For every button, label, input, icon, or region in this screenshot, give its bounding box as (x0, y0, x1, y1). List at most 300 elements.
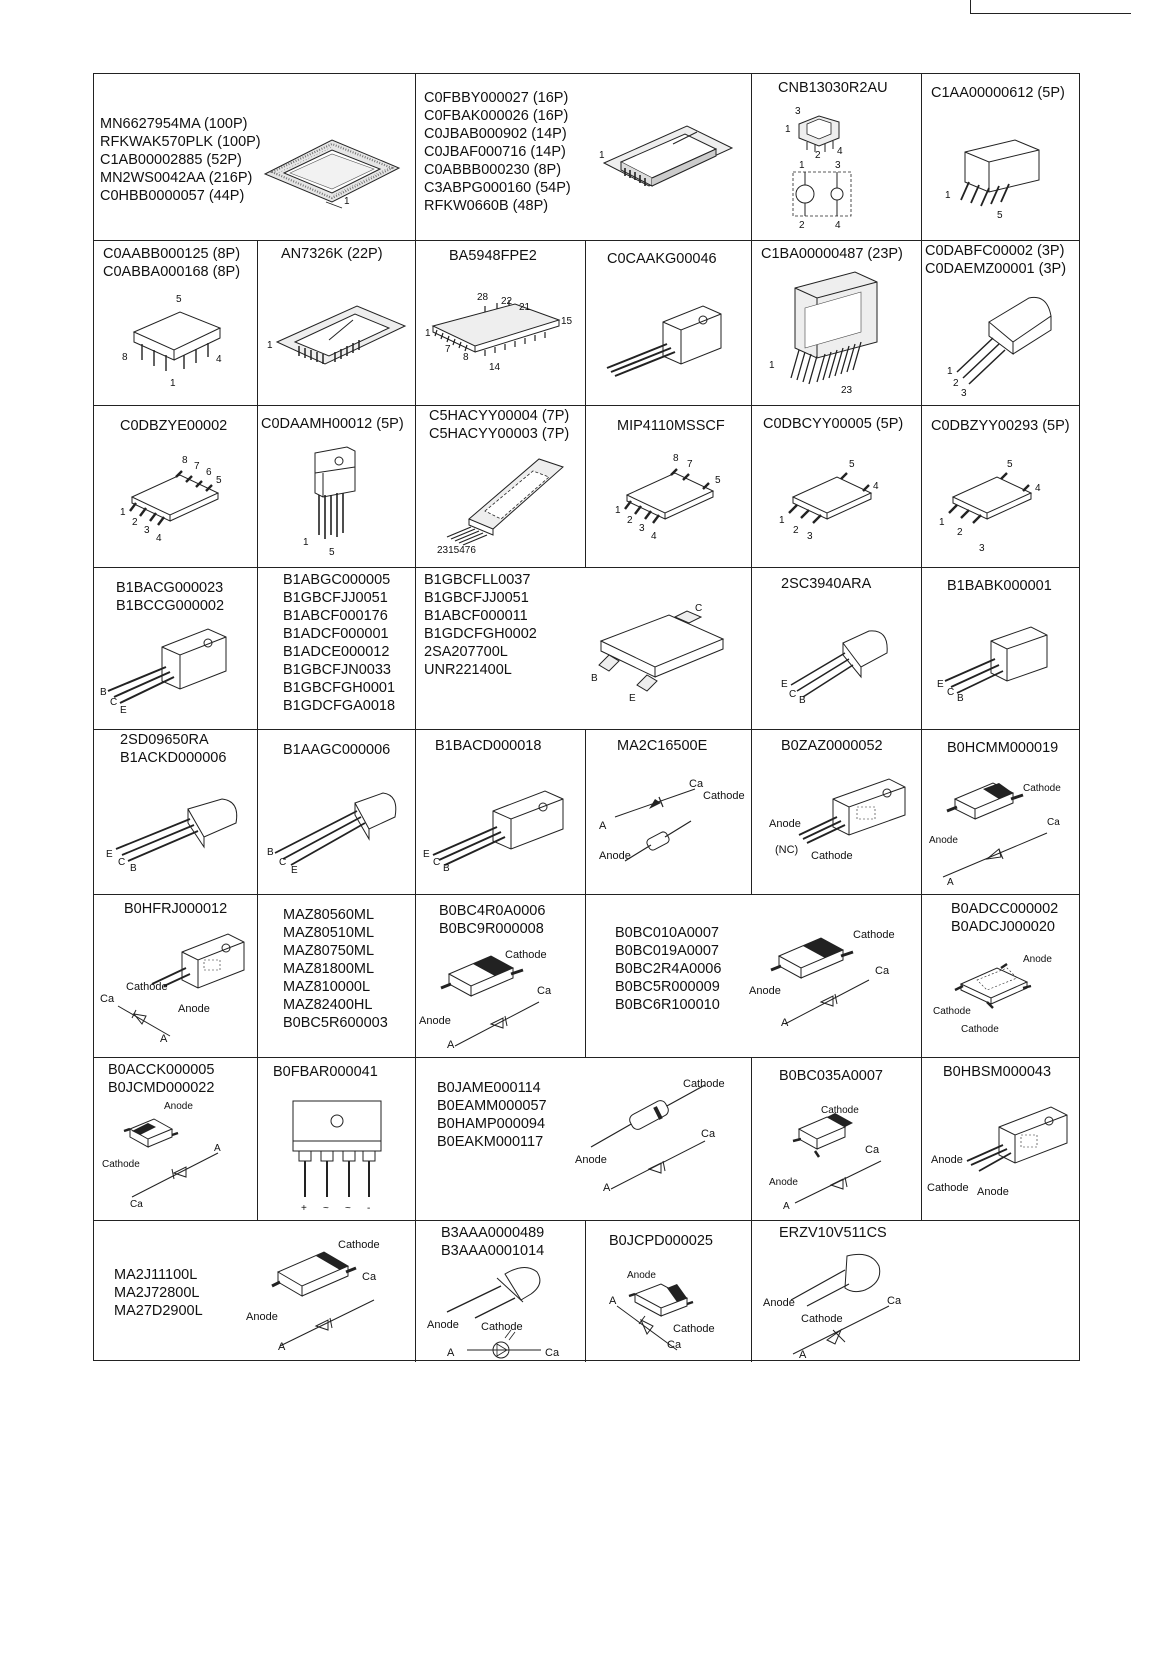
svg-text:A: A (278, 1341, 286, 1353)
svg-text:8: 8 (182, 455, 188, 466)
svg-text:Anode: Anode (749, 985, 781, 997)
part-numbers (778, 79, 888, 97)
svg-text:Cathode: Cathode (481, 1321, 523, 1333)
svg-text:Ca: Ca (537, 985, 552, 997)
svg-text:Cathode: Cathode (853, 929, 895, 941)
part-numbers (607, 250, 717, 268)
part-number: MAZ80510ML (283, 925, 375, 941)
varistor-icon (761, 1248, 916, 1360)
part-number: B0HCMM000019 (947, 740, 1059, 756)
svg-text:Anode: Anode (929, 835, 958, 846)
part-number: B0ADCC000002 (951, 901, 1059, 917)
part-number: 2SC3940ARA (781, 576, 872, 592)
sop8-package-icon (118, 453, 238, 553)
smd-diode-icon (244, 1234, 414, 1359)
svg-text:5: 5 (176, 294, 182, 305)
svg-text:Ca: Ca (689, 778, 704, 790)
part-numbers (931, 417, 1070, 435)
part-numbers (116, 579, 224, 615)
part-cell-r1c2 (415, 74, 751, 240)
svg-text:1: 1 (785, 124, 791, 135)
part-cell-r4c2 (257, 567, 415, 729)
part-numbers (283, 571, 395, 715)
svg-text:1: 1 (939, 517, 945, 528)
sot223-5pin-icon (935, 453, 1055, 563)
smini-transistor-icon (591, 605, 741, 715)
svg-text:4: 4 (873, 481, 879, 492)
svg-text:A: A (781, 1017, 789, 1029)
part-cell-r5c2 (257, 729, 415, 894)
part-cell-r4c6 (921, 567, 1079, 729)
svg-text:1: 1 (425, 328, 431, 339)
hsip-package-icon (429, 449, 579, 559)
svg-text:Anode: Anode (627, 1270, 656, 1281)
part-number: MIP4110MSSCF (617, 418, 725, 434)
part-number: B1BACG000023 (116, 580, 224, 596)
to126-transistor-icon (935, 623, 1065, 723)
svg-text:3: 3 (639, 523, 645, 534)
part-numbers (951, 900, 1058, 936)
svg-text:8: 8 (463, 352, 469, 363)
part-number: MAZ82400HL (283, 997, 373, 1013)
part-numbers (441, 1224, 544, 1260)
svg-text:1: 1 (267, 340, 273, 351)
to220-package-icon (603, 298, 743, 388)
part-number: B3AAA0001014 (441, 1243, 545, 1259)
svg-text:Anode: Anode (977, 1186, 1009, 1198)
svg-text:E: E (423, 849, 430, 860)
svg-text:Anode: Anode (419, 1015, 451, 1027)
part-number: B1BACD000018 (435, 738, 542, 754)
part-number: C1AB00002885 (52P) (100, 152, 242, 168)
svg-text:A: A (947, 877, 954, 888)
part-number: C0FBBY000027 (16P) (424, 90, 569, 106)
part-cell-r2c6 (921, 240, 1079, 405)
svg-text:B: B (100, 687, 107, 698)
svg-text:3: 3 (835, 160, 841, 171)
part-cell-r2c2 (257, 240, 415, 405)
part-number: B0EAMM000057 (437, 1098, 547, 1114)
svg-text:21: 21 (519, 302, 531, 313)
part-cell-r7c1 (94, 1057, 257, 1220)
svg-text:Cathode: Cathode (703, 790, 745, 802)
part-number: B0BC2R4A0006 (615, 961, 722, 977)
svg-text:1: 1 (779, 515, 785, 526)
svg-text:C: C (118, 857, 126, 868)
part-cell-r2c3 (415, 240, 585, 405)
svg-text:Ca: Ca (667, 1339, 682, 1351)
part-numbers (781, 575, 871, 593)
svg-text:5: 5 (329, 547, 335, 558)
part-number: B1GBCFLL0037 (424, 572, 531, 588)
part-numbers (617, 417, 725, 435)
part-number: B0BC5R600003 (283, 1015, 388, 1031)
svg-text:1: 1 (945, 190, 951, 201)
svg-text:Cathode: Cathode (933, 1006, 971, 1017)
svg-text:1: 1 (344, 196, 350, 207)
svg-text:7: 7 (445, 344, 451, 355)
part-cell-r1c3 (751, 74, 921, 240)
svg-text:Anode: Anode (599, 850, 631, 862)
svg-text:2: 2 (793, 525, 799, 536)
part-number: C1BA00000487 (23P) (761, 246, 903, 262)
svg-text:+: + (301, 1203, 307, 1214)
part-cell-r6c6 (921, 894, 1079, 1057)
svg-text:4: 4 (156, 533, 162, 544)
part-cell-r3c6 (921, 405, 1079, 567)
part-number: C1AA00000612 (5P) (931, 85, 1065, 101)
part-number: C0DBCYY00005 (5P) (763, 416, 904, 432)
svg-text:E: E (937, 679, 944, 690)
svg-text:4: 4 (651, 531, 657, 542)
part-cell-r3c5 (751, 405, 921, 567)
part-number: C0DABFC00002 (3P) (925, 243, 1065, 259)
part-cell-r1c4 (921, 74, 1079, 240)
part-cell-r3c4 (585, 405, 751, 567)
svg-text:~: ~ (345, 1203, 351, 1214)
part-numbers (609, 1232, 713, 1250)
svg-text:Cathode: Cathode (821, 1105, 859, 1116)
svg-text:Cathode: Cathode (1023, 783, 1061, 794)
part-number: B0FBAR000041 (273, 1064, 378, 1080)
svg-text:6: 6 (206, 467, 212, 478)
svg-text:Cathode: Cathode (673, 1323, 715, 1335)
part-number: RFKWAK570PLK (100P) (100, 134, 261, 150)
part-number: C0JBAB000902 (14P) (424, 126, 567, 142)
part-numbers (449, 247, 537, 265)
htssop-package-icon (425, 290, 575, 390)
svg-text:Ca: Ca (362, 1271, 377, 1283)
part-cell-r6c3 (415, 894, 585, 1057)
part-numbers (108, 1061, 214, 1097)
svg-text:7: 7 (194, 461, 200, 472)
part-number: B0BC6R100010 (615, 997, 720, 1013)
part-number: MN2WS0042AA (216P) (100, 170, 253, 186)
svg-text:Cathode: Cathode (505, 949, 547, 961)
part-cell-r5c6 (921, 729, 1079, 894)
mip-package-icon (613, 449, 733, 549)
svg-text:1: 1 (120, 507, 126, 518)
svg-text:Ca: Ca (130, 1199, 143, 1210)
svg-text:2: 2 (953, 378, 959, 389)
dip8-package-icon (122, 288, 242, 398)
svg-text:23: 23 (841, 385, 853, 396)
part-cell-r2c1 (94, 240, 257, 405)
svg-text:E: E (291, 865, 298, 876)
part-number: B0JCPD000025 (609, 1233, 713, 1249)
svg-text:~: ~ (323, 1203, 329, 1214)
svg-text:E: E (106, 849, 113, 860)
part-number: B0BC010A0007 (615, 925, 719, 941)
part-number: B0ZAZ0000052 (781, 738, 883, 754)
part-cell-r5c3 (415, 729, 585, 894)
sip23-package-icon (765, 268, 915, 398)
svg-text:C: C (279, 857, 287, 868)
svg-text:Cathode: Cathode (927, 1182, 969, 1194)
svg-text:Anode: Anode (1023, 954, 1052, 965)
part-number: B1GBCFJJ0051 (283, 590, 388, 606)
part-number: C5HACYY00003 (7P) (429, 426, 570, 442)
svg-text:Anode: Anode (931, 1154, 963, 1166)
part-numbers (283, 906, 388, 1032)
part-cell-r2c5 (751, 240, 921, 405)
part-cell-r5c5 (751, 729, 921, 894)
part-cell-r3c3 (415, 405, 585, 567)
svg-text:(NC): (NC) (775, 844, 799, 856)
svg-text:Ca: Ca (887, 1295, 902, 1307)
part-cell-r7c3 (415, 1057, 751, 1220)
part-numbers (429, 407, 569, 443)
part-number: B1AAGC000006 (283, 742, 391, 758)
part-number: UNR221400L (424, 662, 512, 678)
svg-text:C: C (695, 603, 703, 614)
part-number: BA5948FPE2 (449, 248, 537, 264)
svg-text:A: A (603, 1182, 611, 1194)
svg-text:-: - (367, 1203, 371, 1214)
part-number: B1BCCG000002 (116, 598, 225, 614)
part-number: B0HBSM000043 (943, 1064, 1052, 1080)
to220-diode-icon (927, 1097, 1077, 1217)
part-numbers (617, 737, 707, 755)
svg-text:Ca: Ca (865, 1144, 880, 1156)
smd-diode-icon (749, 914, 917, 1034)
part-number: 2SA207700L (424, 644, 508, 660)
part-number: C0FBAK000026 (16P) (424, 108, 569, 124)
part-cell-r6c4 (585, 894, 921, 1057)
part-number: B1GBCFJN0033 (283, 662, 391, 678)
svg-text:C: C (947, 687, 955, 698)
part-number: MN6627954MA (100P) (100, 116, 248, 132)
svg-text:3: 3 (144, 525, 150, 536)
svg-text:Cathode: Cathode (338, 1239, 380, 1251)
svg-text:C: C (789, 689, 797, 700)
part-number: B1ADCF000001 (283, 626, 389, 642)
part-numbers (124, 900, 227, 918)
part-cell-r5c1 (94, 729, 257, 894)
smd-dual-diode-icon (931, 948, 1071, 1048)
svg-text:3: 3 (795, 106, 801, 117)
bridge-rectifier-icon (287, 1097, 387, 1217)
svg-text:5: 5 (715, 475, 721, 486)
part-number: B0BC9R000008 (439, 921, 544, 937)
part-number: MAZ80750ML (283, 943, 375, 959)
svg-text:Ca: Ca (545, 1347, 560, 1359)
part-number: B1GDCFGA0018 (283, 698, 396, 714)
svg-text:2: 2 (815, 150, 821, 161)
smd-diode-icon (605, 1264, 745, 1362)
svg-text:22: 22 (501, 296, 513, 307)
part-number: MA2J72800L (114, 1285, 200, 1301)
photo-interrupter-icon (779, 104, 899, 234)
part-number: B0HAMP000094 (437, 1116, 546, 1132)
svg-text:4: 4 (216, 354, 222, 365)
part-numbers (100, 115, 261, 205)
part-numbers (281, 245, 383, 263)
svg-text:Anode: Anode (769, 818, 801, 830)
svg-text:1: 1 (799, 160, 805, 171)
svg-text:7: 7 (687, 459, 693, 470)
part-number: B0JAME000114 (437, 1080, 541, 1096)
page-header-box (970, 0, 1131, 14)
svg-text:Cathode: Cathode (683, 1078, 725, 1090)
part-cell-r4c5 (751, 567, 921, 729)
to126-transistor-icon (419, 789, 579, 889)
part-number: C0DAAMH00012 (5P) (261, 416, 404, 432)
part-cell-r6c2 (257, 894, 415, 1057)
part-number: MAZ81800ML (283, 961, 375, 977)
part-number: 2SD09650RA (120, 732, 209, 748)
to220-5pin-icon (297, 445, 377, 565)
svg-text:Ca: Ca (100, 993, 115, 1005)
part-number: B1GDCFGH0002 (424, 626, 537, 642)
svg-text:3: 3 (979, 543, 985, 554)
part-number: B0ADCJ000020 (951, 919, 1055, 935)
svg-text:A: A (447, 1039, 455, 1051)
sop-package-icon (599, 118, 739, 193)
svg-text:Ca: Ca (1047, 817, 1060, 828)
svg-text:2: 2 (627, 515, 633, 526)
part-number: C0ABBA000168 (8P) (103, 264, 241, 280)
svg-text:8: 8 (673, 453, 679, 464)
svg-text:Anode: Anode (427, 1319, 459, 1331)
svg-text:2: 2 (957, 527, 963, 538)
part-number: B1ABCF000011 (424, 608, 528, 624)
part-numbers (103, 245, 240, 281)
part-cell-r6c1 (94, 894, 257, 1057)
part-number: B0HFRJ000012 (124, 901, 228, 917)
svg-text:B: B (591, 673, 598, 684)
svg-text:Cathode: Cathode (801, 1313, 843, 1325)
led-icon (425, 1260, 585, 1362)
svg-text:Cathode: Cathode (961, 1024, 999, 1035)
qfp-package-icon (262, 132, 402, 207)
part-number: MA27D2900L (114, 1303, 203, 1319)
part-numbers (761, 245, 903, 263)
svg-text:5: 5 (1007, 459, 1013, 470)
part-numbers (781, 737, 883, 755)
part-number: MA2J11100L (114, 1267, 198, 1283)
part-numbers (925, 242, 1066, 278)
svg-text:Anode: Anode (575, 1154, 607, 1166)
axial-diode-icon (575, 1077, 745, 1197)
component-outline-table (93, 73, 1080, 1361)
svg-text:B: B (267, 847, 274, 858)
svg-text:Anode: Anode (769, 1177, 798, 1188)
part-numbers (779, 1224, 887, 1242)
svg-text:Cathode: Cathode (102, 1159, 140, 1170)
part-numbers (120, 731, 226, 767)
sot89-5pin-icon (775, 453, 895, 553)
to220-diode-icon (98, 928, 253, 1048)
svg-text:B: B (443, 863, 450, 874)
part-number: B1GBCFGH0001 (283, 680, 396, 696)
part-numbers (273, 1063, 378, 1081)
svg-text:E: E (781, 679, 788, 690)
diode-symbol-icon (595, 769, 745, 879)
svg-text:C: C (433, 857, 441, 868)
part-number: B1ABCF000176 (283, 608, 388, 624)
part-numbers (947, 577, 1052, 595)
sip-package-icon (935, 136, 1065, 226)
part-numbers (763, 415, 903, 433)
svg-text:A: A (609, 1295, 617, 1307)
svg-text:3: 3 (961, 388, 967, 399)
svg-text:B: B (799, 695, 806, 706)
svg-text:1: 1 (769, 360, 775, 371)
to92-transistor-icon (777, 623, 907, 723)
part-cell-r8c5 (751, 1220, 921, 1362)
svg-text:B: B (957, 693, 964, 704)
part-number: RFKW0660B (48P) (424, 198, 549, 214)
part-numbers (943, 1063, 1051, 1081)
smd-diode-icon (765, 1095, 915, 1215)
part-cell-r1c1 (94, 74, 415, 240)
part-number: B0ACCK000005 (108, 1062, 215, 1078)
part-numbers (261, 415, 404, 433)
part-number: ERZV10V511CS (779, 1225, 887, 1241)
svg-text:8: 8 (122, 352, 128, 363)
svg-text:Anode: Anode (763, 1297, 795, 1309)
part-numbers (435, 737, 541, 755)
part-cell-r7c6 (921, 1057, 1079, 1220)
part-number: C0CAAKG00046 (607, 251, 717, 267)
svg-text:2: 2 (132, 517, 138, 528)
part-number: B0EAKM000117 (437, 1134, 544, 1150)
svg-text:2315476: 2315476 (437, 545, 476, 556)
svg-text:E: E (629, 693, 636, 704)
part-numbers (120, 417, 227, 435)
svg-text:A: A (447, 1347, 455, 1359)
part-cell-r4c3 (415, 567, 751, 729)
svg-text:A: A (783, 1201, 790, 1212)
svg-text:Cathode: Cathode (126, 981, 168, 993)
part-cell-r7c5 (751, 1057, 921, 1220)
svg-text:C: C (110, 697, 118, 708)
svg-text:4: 4 (1035, 483, 1041, 494)
part-number: B1GBCFJJ0051 (424, 590, 529, 606)
part-number: C0DBZYY00293 (5P) (931, 418, 1070, 434)
svg-text:A: A (214, 1143, 221, 1154)
svg-text:15: 15 (561, 316, 573, 327)
part-number: B0BC019A0007 (615, 943, 719, 959)
part-number: B1ABGC000005 (283, 572, 391, 588)
svg-text:Cathode: Cathode (811, 850, 853, 862)
svg-text:1: 1 (170, 378, 176, 389)
part-number: C0ABBB000230 (8P) (424, 162, 562, 178)
part-numbers (931, 84, 1065, 102)
svg-text:Anode: Anode (164, 1101, 193, 1112)
smd-diode-icon (419, 938, 579, 1053)
svg-text:2: 2 (799, 220, 805, 231)
part-numbers (615, 924, 721, 1014)
svg-text:1: 1 (947, 366, 953, 377)
part-number: B0BC4R0A0006 (439, 903, 546, 919)
svg-text:1: 1 (303, 537, 309, 548)
part-number: MAZ810000L (283, 979, 371, 995)
to92l-transistor-icon (102, 797, 252, 887)
part-number: C5HACYY00004 (7P) (429, 408, 570, 424)
part-cell-r8c1 (94, 1220, 415, 1362)
svg-text:E: E (120, 705, 127, 716)
svg-text:5: 5 (849, 459, 855, 470)
part-numbers (424, 89, 571, 215)
svg-text:B: B (130, 863, 137, 874)
svg-text:4: 4 (837, 146, 843, 157)
part-number: B0BC035A0007 (779, 1068, 883, 1084)
part-number: B0BC5R000009 (615, 979, 720, 995)
part-number: B1ADCE000012 (283, 644, 390, 660)
part-number: B1BABK000001 (947, 578, 1052, 594)
